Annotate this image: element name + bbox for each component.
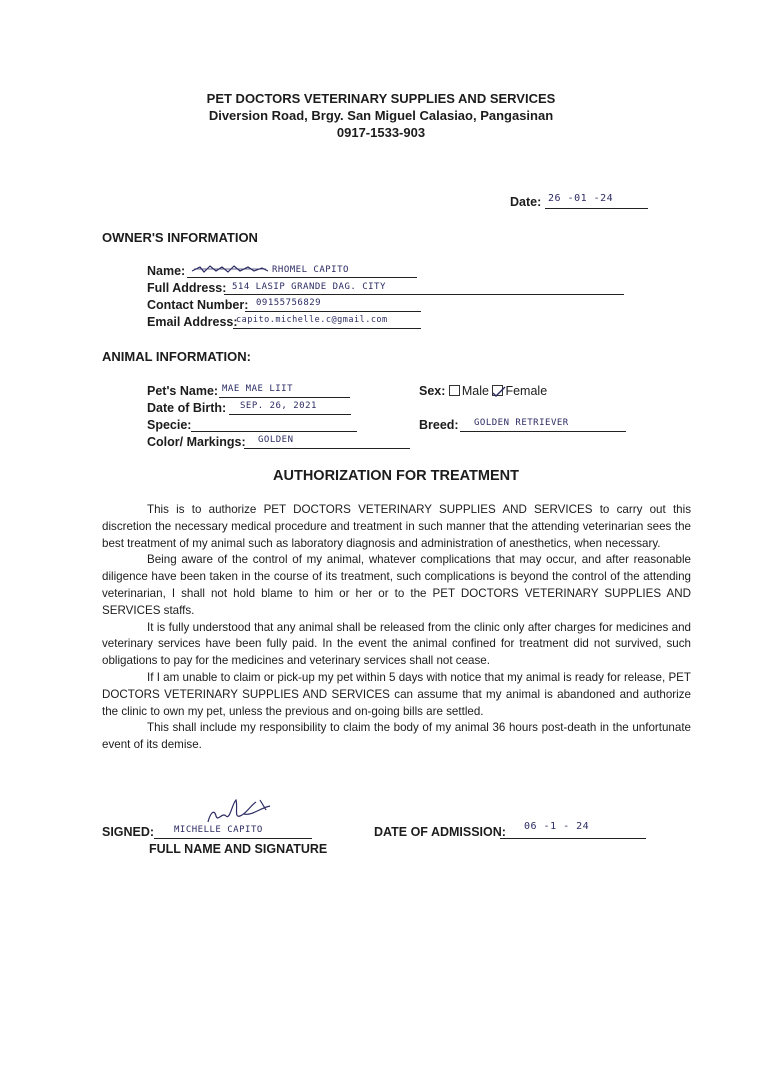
admission-value: 06 -1 - 24 [524, 821, 590, 832]
owner-name-value: RHOMEL CAPITO [272, 265, 349, 275]
authorization-paragraph: This shall include my responsibility to claim the body of my animal 36 hours post-death in the unfortunate event of its demise. [102, 721, 691, 752]
admission-underline [500, 838, 646, 839]
pet-name-value: MAE MAE LIIT [222, 384, 294, 394]
clinic-name: PET DOCTORS VETERINARY SUPPLIES AND SERVICES [206, 91, 556, 106]
female-checkmark-icon [492, 385, 506, 403]
owner-address-value: 514 LASIP GRANDE DAG. CITY [232, 282, 386, 292]
owner-email-label: Email Address: [147, 315, 238, 329]
date-value: 26 -01 -24 [548, 193, 614, 204]
male-checkbox [449, 385, 460, 396]
clinic-header [0, 90, 762, 141]
sex-option-male [449, 384, 493, 398]
dob-value: SEP. 26, 2021 [240, 401, 317, 411]
owner-contact-underline [245, 311, 421, 312]
signature-caption: FULL NAME AND SIGNATURE [149, 842, 328, 856]
color-value: GOLDEN [258, 435, 294, 445]
dob-label: Date of Birth: [147, 401, 227, 415]
breed-value: GOLDEN RETRIEVER [474, 418, 569, 428]
clinic-address: Diversion Road, Brgy. San Miguel Calasiao, Pangasinan [208, 108, 554, 123]
authorization-paragraph: If I am unable to claim or pick-up my pet within 5 days with notice that my animal is ready for release, PET DOCTORS VETERINARY SUPPLIES AND SERVICES can assume that my animal is abandoned and authorize the clinic to own my pet, unless the previous and on-going bills are settled. [102, 670, 691, 718]
admission-label: DATE OF ADMISSION: [374, 825, 506, 839]
signed-label: SIGNED: [102, 825, 155, 839]
pet-name-underline [219, 397, 350, 398]
breed-label: Breed: [419, 418, 459, 432]
authorization-paragraph: It is fully understood that any animal shall be released from the clinic only after charges for medicines and veterinary services have been fully paid. In the event the animal confined for treatment did not survived, such obligations to pay for the medicines and veterinary services shall not cease. [102, 620, 691, 668]
female-option-label: Female [505, 384, 548, 398]
owner-contact-value: 09155756829 [256, 298, 322, 308]
handwritten-signature [200, 794, 280, 828]
specie-label: Specie: [147, 418, 192, 432]
owner-address-label: Full Address: [147, 281, 227, 295]
dob-underline [229, 414, 351, 415]
authorization-paragraph: Being aware of the control of my animal, whatever complications that may occur, and after reasonable diligence have been taken in the course of its treatment, such complications is beyond the control of the attending veterinarian, I shall not hold blame to him or her or to the PET DOCTORS VETERINARY SUPPLIES AND SERVICES staffs. [102, 553, 691, 617]
animal-section-heading: ANIMAL INFORMATION: [102, 349, 251, 364]
date-label: Date: [510, 195, 542, 209]
owner-email-underline [233, 328, 421, 329]
breed-underline [460, 431, 626, 432]
owner-email-value: capito.michelle.c@gmail.com [236, 315, 388, 325]
owner-name-scribble [190, 262, 250, 274]
owner-contact-label: Contact Number: [147, 298, 249, 312]
specie-underline [191, 431, 357, 432]
color-underline [244, 448, 410, 449]
authorization-paragraph: This is to authorize PET DOCTORS VETERINARY SUPPLIES AND SERVICES to carry out this discretion the necessary medical procedure and treatment in such manner that the attending veterinarian sees the best treatment of my animal such as laboratory diagnosis and administration of anesthetics, when necessary. [102, 503, 691, 550]
male-option-label: Male [461, 384, 489, 398]
pet-name-label: Pet's Name: [147, 384, 219, 398]
owner-name-label: Name: [147, 264, 186, 278]
sex-field [419, 384, 547, 398]
signed-underline [154, 838, 312, 839]
sex-label: Sex: [419, 384, 446, 398]
signed-name: MICHELLE CAPITO [174, 825, 263, 835]
authorization-title: AUTHORIZATION FOR TREATMENT [273, 468, 519, 484]
owner-name-underline [187, 277, 417, 278]
authorization-body [102, 502, 691, 754]
date-underline [545, 208, 648, 209]
owner-section-heading: OWNER'S INFORMATION [102, 230, 258, 245]
color-label: Color/ Markings: [147, 435, 246, 449]
clinic-phone: 0917-1533-903 [336, 125, 426, 140]
owner-address-underline [224, 294, 624, 295]
